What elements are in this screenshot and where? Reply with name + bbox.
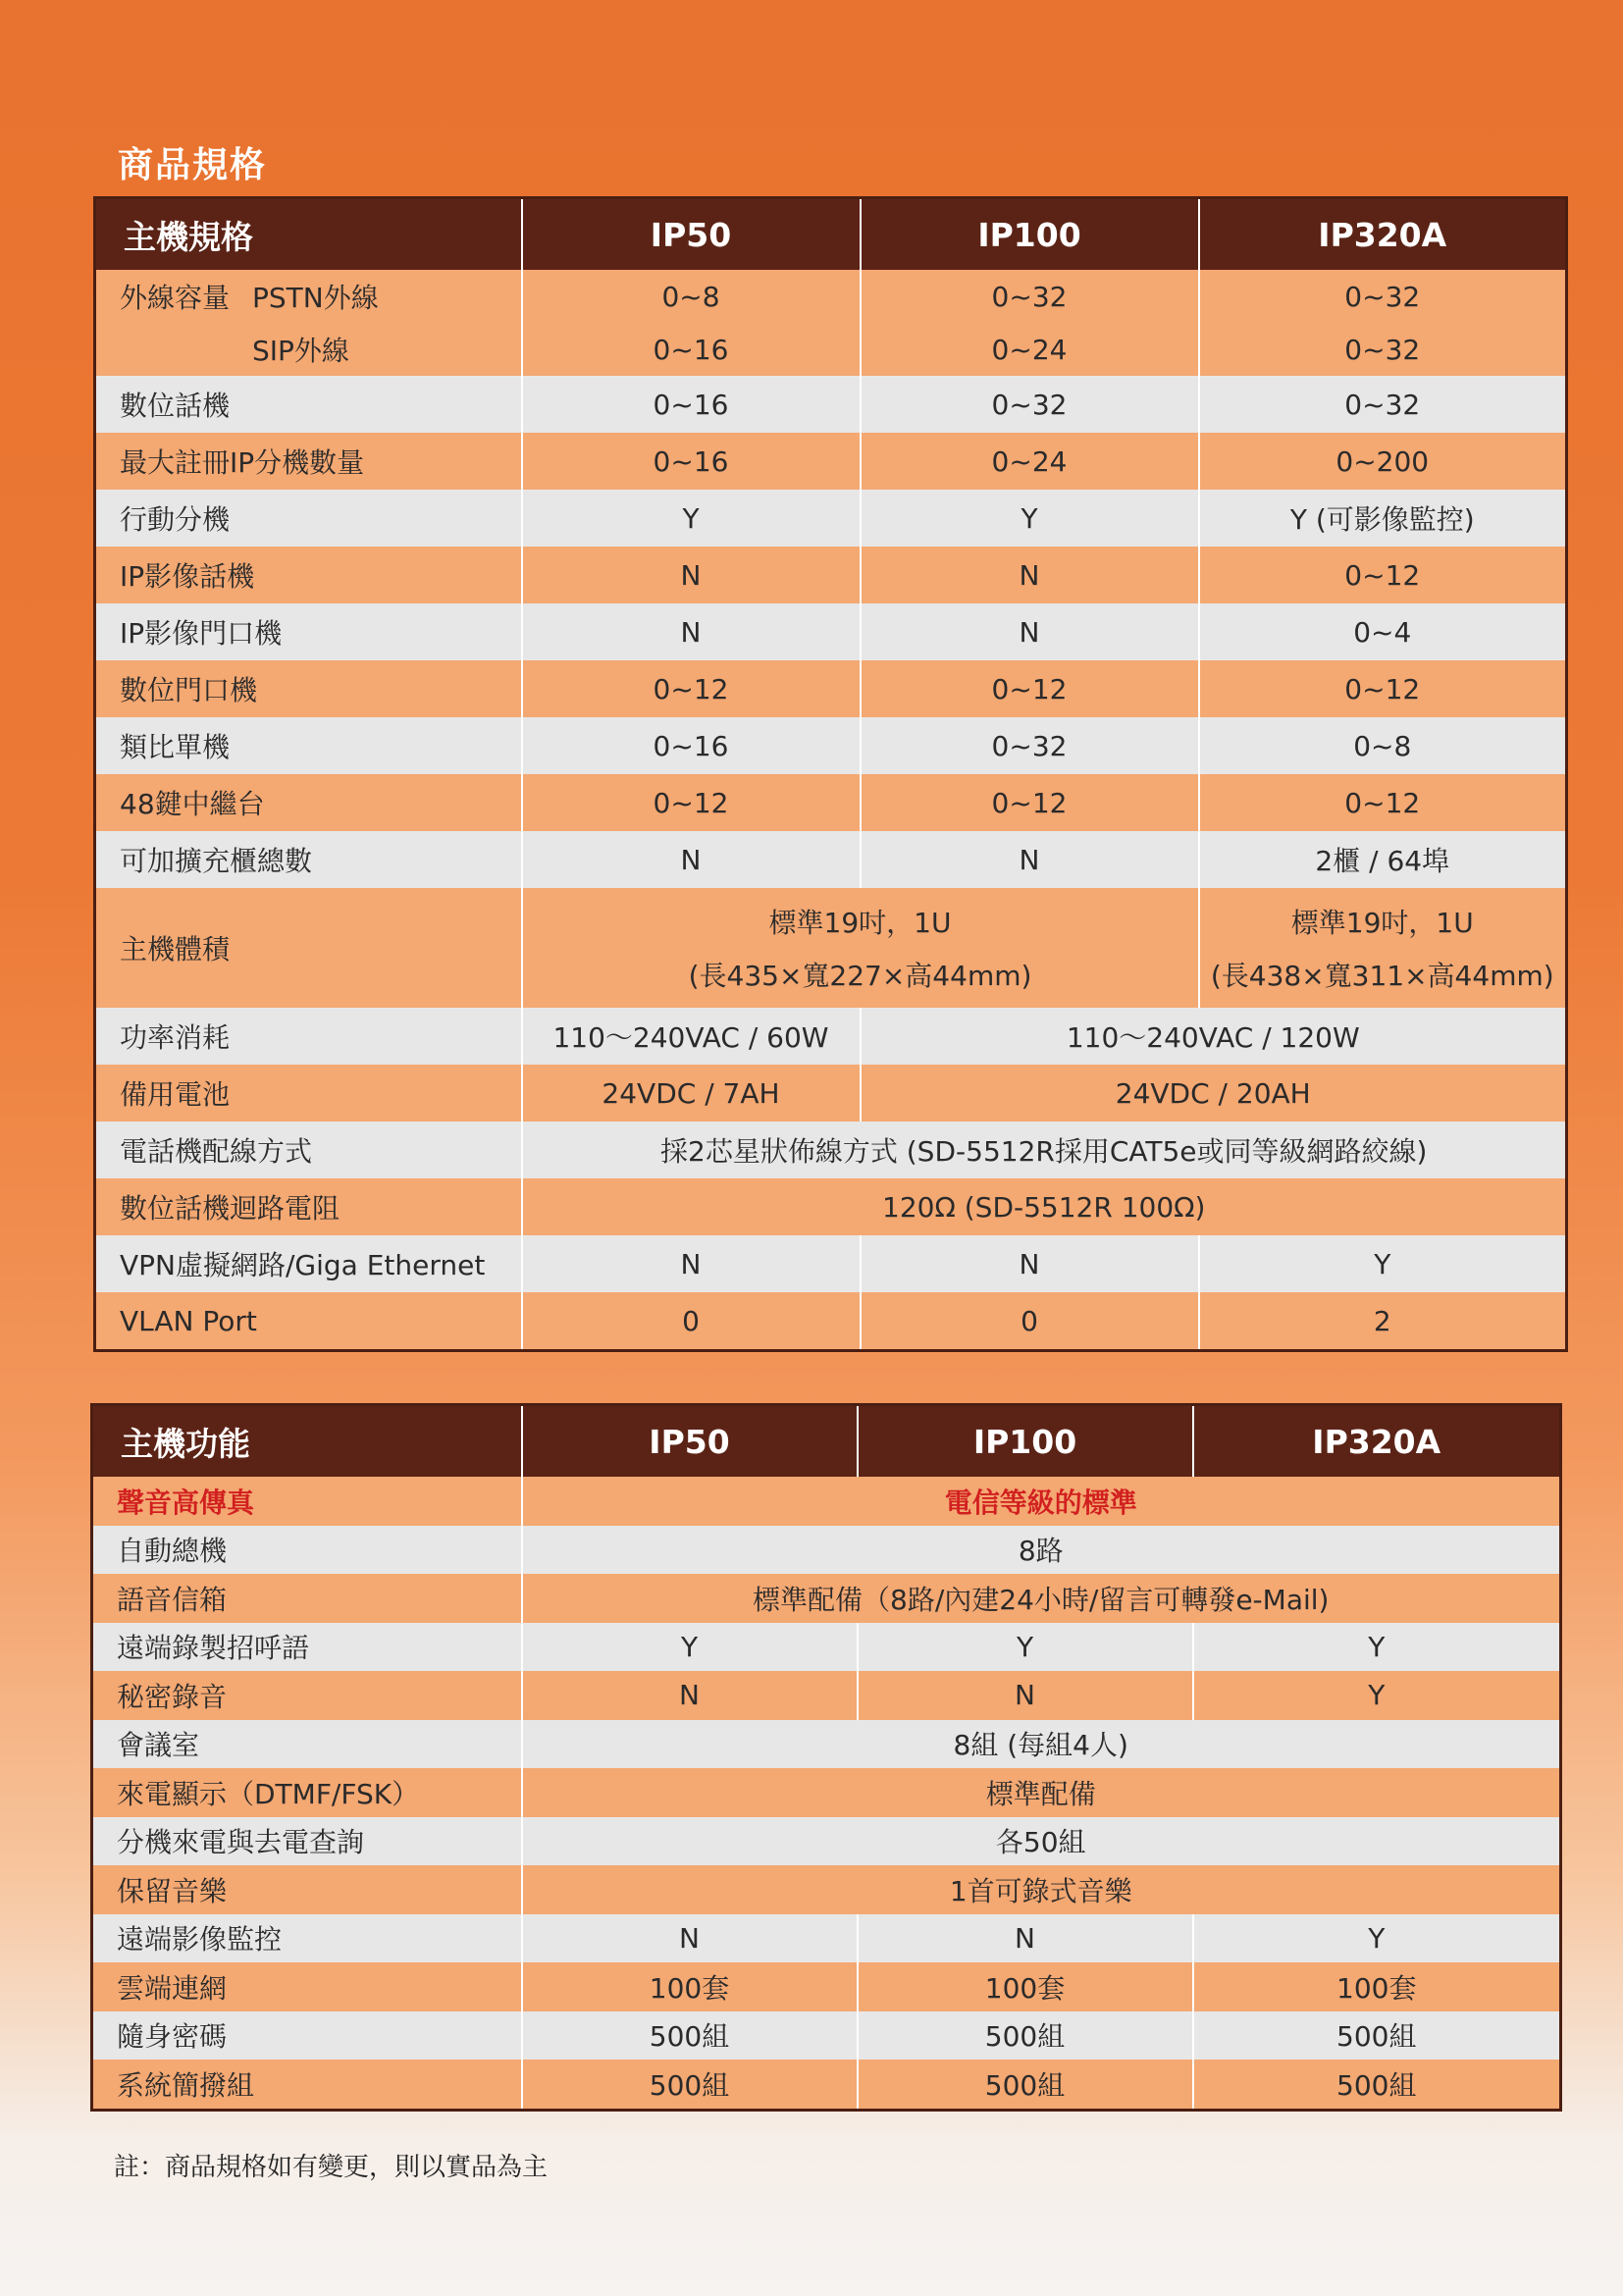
cell-ip100: 0~12 bbox=[861, 660, 1199, 717]
table-row bbox=[95, 774, 1567, 831]
cell-ip50: 0~16 bbox=[522, 376, 861, 433]
cell-all: 標準配備 bbox=[522, 1768, 1561, 1817]
cell-ip100: 500組 bbox=[858, 2060, 1193, 2110]
cell-ip320a: 0~200 bbox=[1199, 433, 1567, 490]
page-title: 商品規格 bbox=[118, 145, 268, 185]
cell-ip320a: 2 bbox=[1199, 1292, 1567, 1351]
cell-ip320a: Y bbox=[1199, 1235, 1567, 1292]
table-row bbox=[95, 831, 1567, 888]
row-label: 保留音樂 bbox=[92, 1865, 522, 1914]
cell-ip100: 0~32 bbox=[861, 270, 1199, 323]
cell-ip100: Y bbox=[861, 490, 1199, 547]
cell-all: 8路 bbox=[522, 1526, 1561, 1575]
capacity-label: 外線容量 bbox=[120, 282, 231, 314]
table-row bbox=[95, 1235, 1567, 1292]
cell-ip50: 100套 bbox=[522, 1962, 858, 2011]
cell-ip50: 0~12 bbox=[522, 660, 861, 717]
cell-ip320a: Y bbox=[1193, 1914, 1561, 1963]
table-row bbox=[95, 433, 1567, 490]
feature-header-row bbox=[92, 1405, 1561, 1478]
col-header-feature: 主機功能 bbox=[92, 1405, 522, 1478]
table-row bbox=[92, 1623, 1561, 1672]
cell-ip100: N bbox=[861, 603, 1199, 660]
table-row bbox=[95, 547, 1567, 603]
cell-ip100-ip320a: 110～240VAC / 120W bbox=[861, 1008, 1567, 1065]
row-label: IP影像門口機 bbox=[95, 603, 522, 660]
cell-ip100: 500組 bbox=[858, 2011, 1193, 2061]
cell-ip320a: Y (可影像監控) bbox=[1199, 490, 1567, 547]
table-row bbox=[92, 1720, 1561, 1769]
cell-all: 8組 (每組4人) bbox=[522, 1720, 1561, 1769]
cell-ip320a: 0~32 bbox=[1199, 323, 1567, 376]
cell-all: 標準配備（8路/內建24小時/留言可轉發e-Mail) bbox=[522, 1574, 1561, 1623]
cell-ip50: N bbox=[522, 1671, 858, 1720]
table-row bbox=[95, 323, 1567, 376]
cell-ip50: N bbox=[522, 1235, 861, 1292]
cell-ip50-ip100 bbox=[522, 888, 1199, 1008]
col-header-ip100: IP100 bbox=[858, 1405, 1193, 1478]
row-label: 功率消耗 bbox=[95, 1008, 522, 1065]
table-row bbox=[95, 1065, 1567, 1122]
col-header-ip50: IP50 bbox=[522, 198, 861, 271]
table-row bbox=[92, 1865, 1561, 1914]
table-row bbox=[95, 1008, 1567, 1065]
row-label: 會議室 bbox=[92, 1720, 522, 1769]
cell-ip320a: Y bbox=[1193, 1623, 1561, 1672]
cell-ip50: N bbox=[522, 1914, 858, 1963]
table-row bbox=[95, 1292, 1567, 1351]
row-label bbox=[95, 270, 522, 323]
cell-ip50: 0~16 bbox=[522, 323, 861, 376]
table-row bbox=[95, 1122, 1567, 1178]
cell-ip100: N bbox=[861, 547, 1199, 603]
cell-ip320a: 500組 bbox=[1193, 2060, 1561, 2110]
cell-ip100: N bbox=[861, 831, 1199, 888]
row-label: 遠端影像監控 bbox=[92, 1914, 522, 1963]
row-label: 數位話機迴路電阻 bbox=[95, 1178, 522, 1235]
cell-ip100: 0~32 bbox=[861, 717, 1199, 774]
cell-all: 1首可錄式音樂 bbox=[522, 1865, 1561, 1914]
col-header-ip100: IP100 bbox=[861, 198, 1199, 271]
table-row bbox=[92, 1768, 1561, 1817]
cell-ip50: 0~12 bbox=[522, 774, 861, 831]
col-header-spec: 主機規格 bbox=[95, 198, 522, 271]
sip-label: SIP外線 bbox=[252, 335, 349, 367]
cell-ip320a: 2櫃 / 64埠 bbox=[1199, 831, 1567, 888]
col-header-ip50: IP50 bbox=[522, 1405, 858, 1478]
row-label: 備用電池 bbox=[95, 1065, 522, 1122]
cell-all: 各50組 bbox=[522, 1817, 1561, 1866]
spec-header-row bbox=[95, 198, 1567, 271]
cell-all: 採2芯星狀佈線方式 (SD-5512R採用CAT5e或同等級網路絞線) bbox=[522, 1122, 1567, 1178]
cell-ip50: N bbox=[522, 547, 861, 603]
cell-ip50: N bbox=[522, 603, 861, 660]
row-label: 遠端錄製招呼語 bbox=[92, 1623, 522, 1672]
row-label bbox=[95, 323, 522, 376]
table-row bbox=[95, 270, 1567, 323]
table-row bbox=[92, 1817, 1561, 1866]
cell-ip320a: 500組 bbox=[1193, 2011, 1561, 2061]
volume-line1: 標準19吋，1U bbox=[768, 907, 952, 939]
table-row bbox=[95, 660, 1567, 717]
pstn-label: PSTN外線 bbox=[252, 282, 379, 314]
row-label: 主機體積 bbox=[95, 888, 522, 1008]
cell-ip50: Y bbox=[522, 1623, 858, 1672]
table-row bbox=[95, 717, 1567, 774]
table-row bbox=[92, 1574, 1561, 1623]
table-row bbox=[92, 2060, 1561, 2110]
cell-ip50: 110～240VAC / 60W bbox=[522, 1008, 861, 1065]
cell-ip100: N bbox=[858, 1914, 1193, 1963]
cell-ip320a: 0~12 bbox=[1199, 660, 1567, 717]
table-row bbox=[95, 603, 1567, 660]
col-header-ip320a: IP320A bbox=[1199, 198, 1567, 271]
cell-ip320a: 0~12 bbox=[1199, 547, 1567, 603]
row-label: 類比單機 bbox=[95, 717, 522, 774]
row-label: 電話機配線方式 bbox=[95, 1122, 522, 1178]
cell-ip50: Y bbox=[522, 490, 861, 547]
cell-ip50: 500組 bbox=[522, 2060, 858, 2110]
row-label: 48鍵中繼台 bbox=[95, 774, 522, 831]
row-label: 系統簡撥組 bbox=[92, 2060, 522, 2110]
cell-ip320a: 0~12 bbox=[1199, 774, 1567, 831]
volume-line1: 標準19吋，1U bbox=[1290, 907, 1474, 939]
cell-ip100: N bbox=[858, 1671, 1193, 1720]
cell-ip50: 500組 bbox=[522, 2011, 858, 2061]
row-label: 可加擴充櫃總數 bbox=[95, 831, 522, 888]
row-label: 數位門口機 bbox=[95, 660, 522, 717]
row-label: VLAN Port bbox=[95, 1292, 522, 1351]
cell-ip100: 0~24 bbox=[861, 433, 1199, 490]
feature-table bbox=[90, 1403, 1562, 2112]
row-label: 分機來電與去電查詢 bbox=[92, 1817, 522, 1866]
cell-ip320a: 0~32 bbox=[1199, 376, 1567, 433]
row-label: 隨身密碼 bbox=[92, 2011, 522, 2061]
cell-ip320a: 0~32 bbox=[1199, 270, 1567, 323]
table-row bbox=[92, 1526, 1561, 1575]
row-label: 語音信箱 bbox=[92, 1574, 522, 1623]
cell-ip100: 0~32 bbox=[861, 376, 1199, 433]
cell-ip100: 0 bbox=[861, 1292, 1199, 1351]
table-row bbox=[92, 1914, 1561, 1963]
row-label: 最大註冊IP分機數量 bbox=[95, 433, 522, 490]
row-label: 雲端連網 bbox=[92, 1962, 522, 2011]
table-row bbox=[92, 1477, 1561, 1526]
table-row bbox=[95, 888, 1567, 1008]
volume-line2: (長438×寬311×高44mm) bbox=[1210, 960, 1554, 992]
cell-ip320a bbox=[1199, 888, 1567, 1008]
row-label: VPN虛擬網路/Giga Ethernet bbox=[95, 1235, 522, 1292]
cell-all: 120Ω (SD-5512R 100Ω) bbox=[522, 1178, 1567, 1235]
table-row bbox=[92, 1671, 1561, 1720]
table-row bbox=[92, 2011, 1561, 2061]
cell-ip100: Y bbox=[858, 1623, 1193, 1672]
cell-ip320a: Y bbox=[1193, 1671, 1561, 1720]
cell-ip320a: 0~4 bbox=[1199, 603, 1567, 660]
row-label: 行動分機 bbox=[95, 490, 522, 547]
footnote: 註：商品規格如有變更，則以實品為主 bbox=[114, 2153, 549, 2182]
cell-ip50: 0 bbox=[522, 1292, 861, 1351]
table-row bbox=[95, 1178, 1567, 1235]
cell-ip50: 0~8 bbox=[522, 270, 861, 323]
cell-ip50: 0~16 bbox=[522, 717, 861, 774]
cell-ip50: 24VDC / 7AH bbox=[522, 1065, 861, 1122]
volume-line2: (長435×寬227×高44mm) bbox=[688, 960, 1032, 992]
row-label: IP影像話機 bbox=[95, 547, 522, 603]
spec-table bbox=[93, 196, 1568, 1352]
cell-ip50: 0~16 bbox=[522, 433, 861, 490]
cell-ip100: 100套 bbox=[858, 1962, 1193, 2011]
cell-ip100: 0~12 bbox=[861, 774, 1199, 831]
cell-ip50: N bbox=[522, 831, 861, 888]
cell-ip100: N bbox=[861, 1235, 1199, 1292]
row-label: 自動總機 bbox=[92, 1526, 522, 1575]
cell-ip320a: 0~8 bbox=[1199, 717, 1567, 774]
table-row bbox=[95, 376, 1567, 433]
row-label: 來電顯示（DTMF/FSK） bbox=[92, 1768, 522, 1817]
cell-ip320a: 100套 bbox=[1193, 1962, 1561, 2011]
row-label: 數位話機 bbox=[95, 376, 522, 433]
table-row bbox=[92, 1962, 1561, 2011]
col-header-ip320a: IP320A bbox=[1193, 1405, 1561, 1478]
table-row bbox=[95, 490, 1567, 547]
cell-ip100-ip320a: 24VDC / 20AH bbox=[861, 1065, 1567, 1122]
row-label: 秘密錄音 bbox=[92, 1671, 522, 1720]
row-label: 聲音高傳真 bbox=[92, 1477, 522, 1526]
cell-all: 電信等級的標準 bbox=[522, 1477, 1561, 1526]
cell-ip100: 0~24 bbox=[861, 323, 1199, 376]
